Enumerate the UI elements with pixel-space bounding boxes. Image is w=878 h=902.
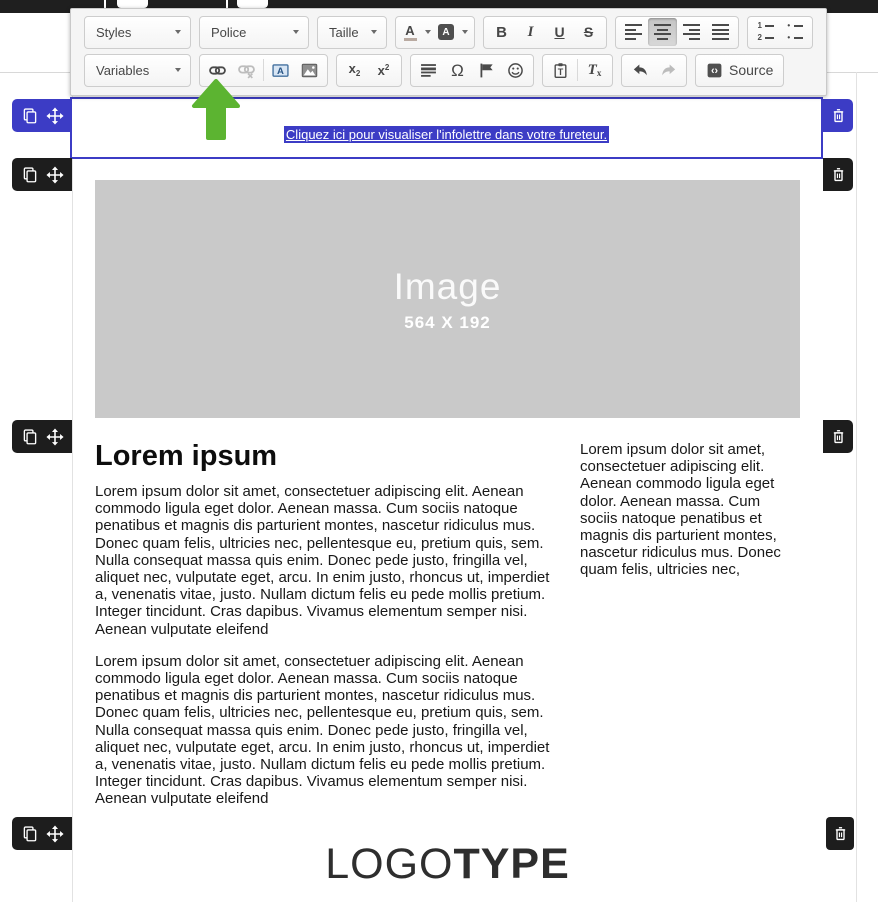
footer-logo <box>95 841 800 888</box>
insert-image-button[interactable] <box>295 56 324 84</box>
basic-styles-group <box>483 16 607 49</box>
smiley-icon <box>507 62 524 79</box>
horizontal-rule-icon <box>420 62 437 79</box>
flag-icon <box>478 62 495 79</box>
delete-block-button[interactable] <box>829 107 847 125</box>
styles-dropdown[interactable] <box>84 16 191 49</box>
strikethrough-button[interactable] <box>574 18 603 46</box>
size-dropdown-label: Taille <box>329 24 359 40</box>
trash-icon <box>830 107 847 124</box>
background-color-button[interactable] <box>435 18 471 46</box>
move-block-button[interactable] <box>46 825 64 843</box>
align-left-icon <box>625 24 642 40</box>
move-block-button[interactable] <box>46 166 64 184</box>
group-divider <box>263 59 264 81</box>
source-icon <box>706 62 723 79</box>
variables-dropdown-label: Variables <box>96 62 150 78</box>
paragraph: Lorem ipsum dolor sit amet, consectetuer adipiscing elit. Aenean commodo ligula eget dolor. Aenean massa. Cum sociis natoque penatibus et magnis dis parturient montes, nascetur ridiculus mus. Donec quam felis, ultricies nec, pellentesque eu, pretium quis, sem. Nulla consequat massa quis enim. Donec pede justo, fringilla vel, aliquet nec, vulputate eget, arcu. In enim justo, rhoncus ut, imperdiet a, venenatis vitae, justo. Nullam dictum felis eu pede mollis pretium. Integer tincidunt. Cras dapibus. Vivamus elementum semper nisi. Aenean vulputate eleifend <box>95 652 550 808</box>
paragraph: Lorem ipsum dolor sit amet, consectetuer adipiscing elit. Aenean commodo ligula eget dolor. Aenean massa. Cum sociis natoque penatibus et magnis dis parturient montes, nascetur ridiculus mus. Donec quam felis, ultricies nec, pellentesque eu, pretium quis, sem. Nulla consequat massa quis enim. Donec pede justo, fringilla vel, aliquet nec, vulputate eget, arcu. In enim justo, rhoncus ut, imperdiet a, venenatis vitae, justo. Nullam dictum felis eu pede mollis pretium. Integer tincidunt. Cras dapibus. Vivamus elementum semper nisi. Aenean vulputate eleifend <box>95 483 550 638</box>
redo-button[interactable] <box>654 56 683 84</box>
chevron-down-icon <box>293 30 299 34</box>
subscript-button[interactable] <box>340 56 369 84</box>
chevron-down-icon <box>175 30 181 34</box>
styles-dropdown-label: Styles <box>96 24 132 40</box>
green-arrow-annotation <box>188 79 244 143</box>
superscript-icon: $x^2$ <box>377 62 390 78</box>
copy-icon <box>21 107 39 125</box>
editor-toolbar <box>70 8 827 96</box>
svg-text:A: A <box>277 65 284 77</box>
bulleted-list-button[interactable] <box>780 18 809 46</box>
strikethrough-icon: S <box>583 24 594 40</box>
delete-block-button[interactable] <box>829 428 847 446</box>
remove-format-icon: Tx <box>587 61 602 78</box>
trash-icon <box>830 428 847 445</box>
link-block-delete-handle <box>823 99 853 132</box>
paragraph: Lorem ipsum dolor sit amet, consectetuer adipiscing elit. Aenean commodo ligula eget dolor. Aenean massa. Cum sociis natoque penatibus et magnis dis parturient montes, nascetur ridiculus mus. Donec quam felis, ultricies nec, <box>580 441 781 579</box>
boxed-a-icon <box>272 62 289 79</box>
background-color-icon: A <box>438 24 454 40</box>
text-color-icon: A <box>404 24 417 41</box>
font-dropdown[interactable] <box>199 16 309 49</box>
article-heading: Lorem ipsum <box>95 440 278 472</box>
link-icon <box>209 62 226 79</box>
image-block-delete-handle <box>823 158 853 191</box>
duplicate-block-button[interactable] <box>21 825 39 843</box>
trash-icon <box>832 825 849 842</box>
chevron-down-icon <box>462 30 468 34</box>
remove-format-button[interactable] <box>580 56 609 84</box>
duplicate-block-button[interactable] <box>21 428 39 446</box>
move-icon <box>46 166 64 184</box>
cropped-button <box>237 0 268 8</box>
superscript-button[interactable] <box>369 56 398 84</box>
list-group <box>747 16 813 49</box>
insert-group <box>410 54 534 87</box>
canvas-right-border <box>856 72 857 902</box>
image-placeholder-dimensions: 564 X 192 <box>404 312 491 332</box>
copy-icon <box>21 166 39 184</box>
text-field-button[interactable] <box>266 56 295 84</box>
logo-text-light: LOGO <box>325 840 454 888</box>
clipboard-group <box>542 54 613 87</box>
bulleted-list-icon: • • <box>786 22 804 42</box>
numbered-list-button[interactable] <box>751 18 780 46</box>
trash-icon <box>830 166 847 183</box>
chevron-down-icon <box>175 68 181 72</box>
group-divider <box>577 59 578 81</box>
align-left-button[interactable] <box>619 18 648 46</box>
align-justify-button[interactable] <box>706 18 735 46</box>
italic-button[interactable] <box>516 18 545 46</box>
undo-button[interactable] <box>625 56 654 84</box>
size-dropdown[interactable] <box>317 16 387 49</box>
source-button[interactable] <box>695 54 784 87</box>
image-placeholder[interactable] <box>95 180 800 418</box>
text-block-handle <box>12 420 72 453</box>
chevron-down-icon <box>425 30 431 34</box>
align-center-icon <box>654 24 671 40</box>
paste-as-text-button[interactable] <box>546 56 575 84</box>
image-placeholder-label: Image <box>393 265 502 307</box>
text-color-button[interactable] <box>399 18 435 46</box>
svg-text:‹›: ‹› <box>710 64 719 77</box>
align-center-button[interactable] <box>648 18 677 46</box>
alignment-group <box>615 16 739 49</box>
article-right-column[interactable] <box>580 441 793 579</box>
subscript-icon: $x_2$ <box>348 61 361 78</box>
undo-group <box>621 54 687 87</box>
link-block-handle <box>12 99 72 132</box>
delete-block-button[interactable] <box>829 166 847 184</box>
image-icon <box>301 62 318 79</box>
footer-block-delete-handle <box>826 817 854 850</box>
duplicate-block-button[interactable] <box>21 107 39 125</box>
redo-icon <box>660 62 678 79</box>
move-icon <box>46 428 64 446</box>
text-block-delete-handle <box>823 420 853 453</box>
cropped-button <box>117 0 148 8</box>
underline-button[interactable] <box>545 18 574 46</box>
bold-icon: B <box>496 23 507 41</box>
align-right-icon <box>683 24 700 40</box>
canvas-left-border <box>72 72 73 902</box>
font-dropdown-label: Police <box>211 24 247 40</box>
move-block-button[interactable] <box>46 428 64 446</box>
align-justify-icon <box>712 24 729 40</box>
horizontal-rule-button[interactable] <box>414 56 443 84</box>
special-character-button[interactable] <box>443 56 472 84</box>
color-group <box>395 16 475 49</box>
underline-icon: U <box>554 24 565 40</box>
undo-icon <box>631 62 649 79</box>
toolbar-row-1 <box>84 15 826 49</box>
delete-block-button[interactable] <box>831 825 849 843</box>
move-block-button[interactable] <box>46 107 64 125</box>
footer-block-handle <box>12 817 72 850</box>
italic-icon: I <box>527 23 534 40</box>
copy-icon <box>21 428 39 446</box>
copy-icon <box>21 825 39 843</box>
unlink-icon <box>238 62 255 79</box>
logo-text-bold: TYPE <box>453 840 570 888</box>
svg-text:T: T <box>557 66 564 77</box>
numbered-list-icon: 1 2 <box>757 22 775 42</box>
smiley-button[interactable] <box>501 56 530 84</box>
link-bar-block[interactable] <box>70 97 823 159</box>
image-block-handle <box>12 158 72 191</box>
chevron-down-icon <box>371 30 377 34</box>
view-in-browser-link[interactable]: Cliquez ici pour visualiser l'infolettre dans votre fureteur. <box>285 127 608 142</box>
omega-icon: Ω <box>451 60 464 80</box>
align-right-button[interactable] <box>677 18 706 46</box>
move-icon <box>46 107 64 125</box>
paste-text-icon <box>552 62 569 79</box>
source-button-label: Source <box>729 62 774 78</box>
anchor-button[interactable] <box>472 56 501 84</box>
variables-dropdown[interactable] <box>84 54 191 87</box>
move-icon <box>46 825 64 843</box>
article-left-column[interactable] <box>95 483 565 808</box>
bold-button[interactable] <box>487 18 516 46</box>
duplicate-block-button[interactable] <box>21 166 39 184</box>
subscript-group <box>336 54 402 87</box>
